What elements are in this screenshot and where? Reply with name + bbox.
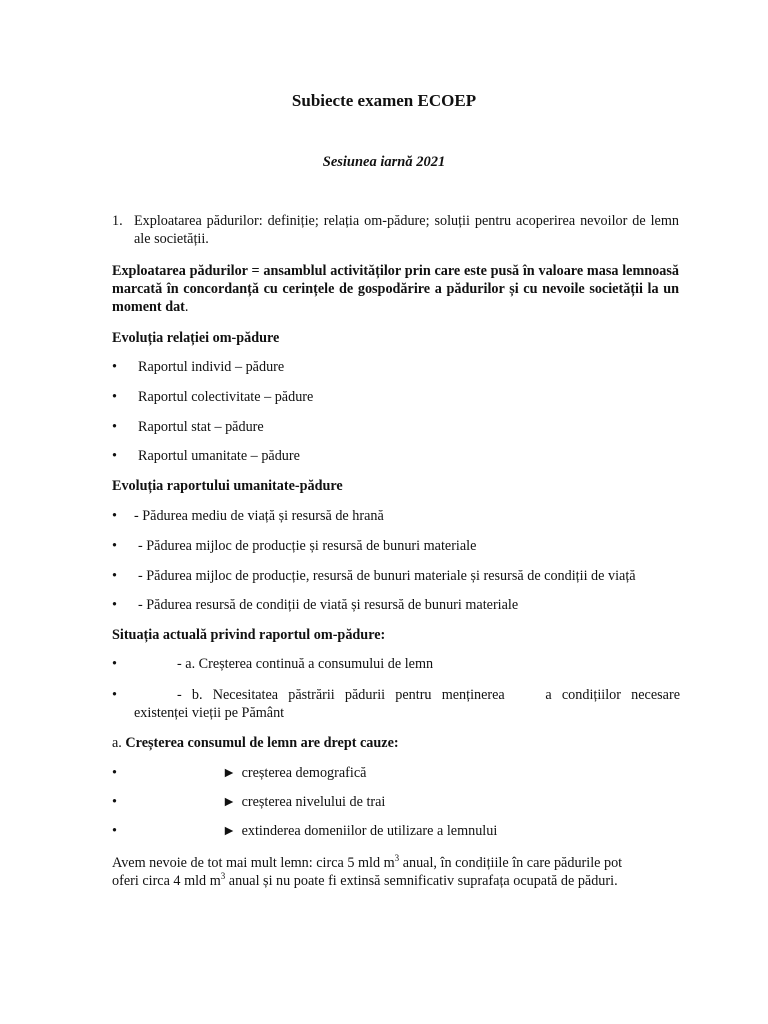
- section-prefix: a.: [112, 735, 126, 751]
- list-item-evolutie-4: - Pădurea resursă de condiții de viată și resursă de bunuri materiale: [138, 597, 519, 613]
- list-item-evolutie-1: - Pădurea mediu de viață și resursă de hrană: [134, 508, 384, 524]
- bullet-icon: •: [112, 597, 117, 613]
- bullet-icon: •: [112, 389, 117, 405]
- question-number: 1.: [112, 213, 123, 229]
- list-item-cauze-2: ► creșterea nivelului de trai: [222, 794, 386, 810]
- list-item-evolutie-3: - Pădurea mijloc de producție, resursă de bunuri materiale și resursă de condiții de viață: [138, 568, 636, 584]
- closing-line-1: Avem nevoie de tot mai mult lemn: circa 5 mld $m^3$ anual, în condițiile în care pădurile pot: [112, 853, 623, 871]
- bullet-icon: •: [112, 823, 117, 839]
- question-text: Exploatarea pădurilor: definiție; relația om-pădure; soluții pentru acoperirea nevoilor de lemn ale societății.: [134, 213, 679, 247]
- bullet-icon: •: [112, 448, 117, 464]
- bullet-icon: •: [112, 765, 117, 781]
- closing-paragraph: [112, 854, 682, 890]
- document-subtitle: Sesiunea iarnă 2021: [322, 154, 446, 170]
- list-item-relatie-4: Raportul umanitate – pădure: [138, 448, 300, 464]
- document-title: Subiecte examen ECOEP: [291, 91, 477, 110]
- list-item-relatie-1: Raportul individ – pădure: [138, 359, 285, 375]
- section-heading-relatie: Evoluția relației om-pădure: [112, 330, 280, 346]
- bullet-icon: •: [112, 508, 117, 524]
- bullet-icon: •: [112, 568, 117, 584]
- arrow-right-icon: ►: [222, 794, 237, 810]
- list-item-situatie-b-line2: existenței vieții pe Pământ: [134, 705, 285, 721]
- bullet-icon: •: [112, 359, 117, 375]
- bullet-icon: •: [112, 538, 117, 554]
- arrow-right-icon: ►: [222, 823, 237, 839]
- list-item-cauze-1: ► creșterea demografică: [222, 765, 367, 781]
- section-heading-cauze: [112, 734, 399, 752]
- bullet-icon: •: [112, 419, 117, 435]
- list-item-relatie-2: Raportul colectivitate – pădure: [138, 389, 314, 405]
- list-item-relatie-3: Raportul stat – pădure: [138, 419, 264, 435]
- definition-bold-text: Exploatarea pădurilor = ansamblul activităților prin care este pusă în valoare masa lemnoasă marcată în concordanță cu cerințele de gospodărire a pădurilor și cu nevoile societății la un moment dat: [112, 263, 679, 315]
- arrow-right-icon: ►: [222, 765, 237, 781]
- definition-end: .: [184, 299, 189, 315]
- section-heading-cauze-text: Creșterea consumul de lemn are drept cauze:: [125, 735, 399, 751]
- closing-line-2: oferi circa 4 mld $m^3$ anual și nu poate fi extinsă semnificativ suprafața ocupată de păduri.: [112, 871, 618, 889]
- bullet-icon: •: [112, 656, 117, 672]
- bullet-icon: •: [112, 687, 117, 703]
- bullet-icon: •: [112, 794, 117, 810]
- list-item-evolutie-2: - Pădurea mijloc de producție și resursă de bunuri materiale: [138, 538, 477, 554]
- section-heading-evolutie: Evoluția raportului umanitate-pădure: [112, 478, 343, 494]
- definition-paragraph: [112, 262, 679, 316]
- list-item-cauze-3: ► extinderea domeniilor de utilizare a lemnului: [222, 823, 498, 839]
- section-heading-situatie: Situația actuală privind raportul om-pădure:: [112, 627, 386, 643]
- list-item-situatie-b-line1: - b. Necesitatea păstrării pădurii pentru menținerea a condițiilor necesare: [177, 687, 680, 703]
- list-item-situatie-a: - a. Creșterea continuă a consumului de lemn: [177, 656, 434, 672]
